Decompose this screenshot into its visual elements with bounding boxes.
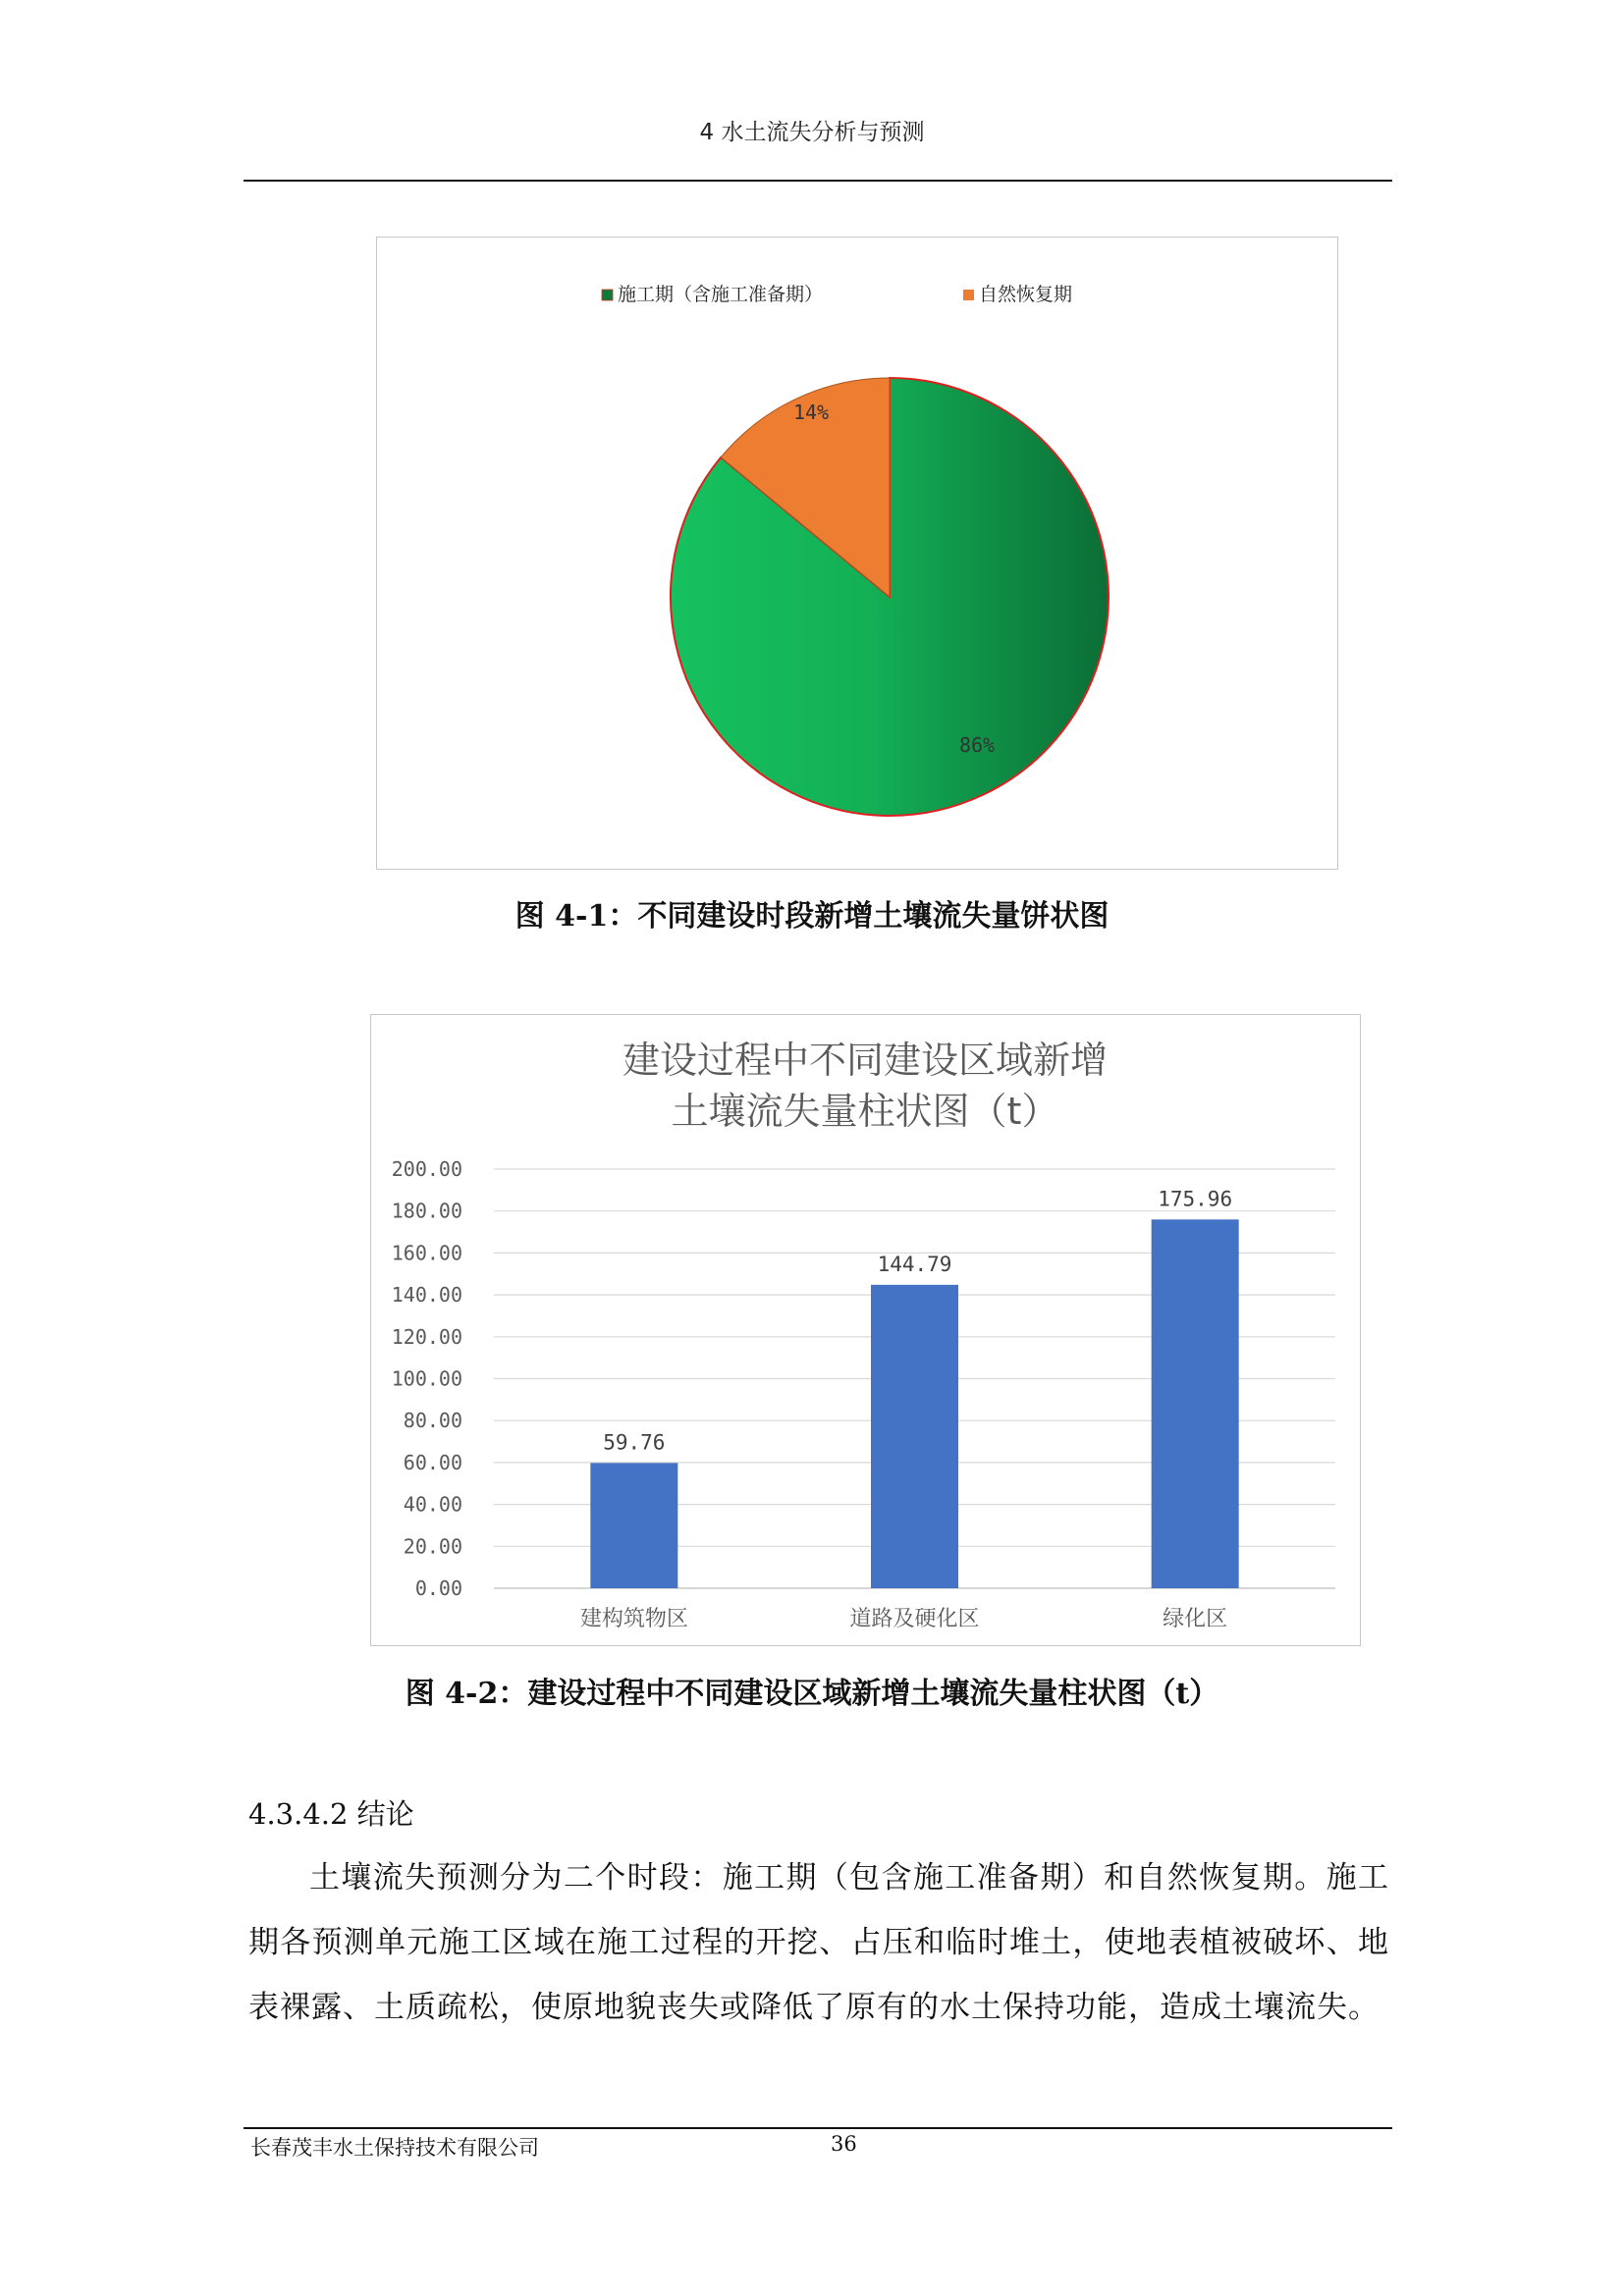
bar-data-label: 59.76 <box>603 1430 666 1455</box>
y-tick-label: 140.00 <box>391 1283 462 1308</box>
pie-label-recovery: 14% <box>792 400 830 424</box>
pie-label-construction: 86% <box>958 733 996 757</box>
legend-swatch-construction <box>602 290 613 300</box>
pie-chart-frame <box>376 237 1338 870</box>
legend-label-construction: 施工期（含施工准备期） <box>618 284 824 305</box>
page-number: 36 <box>831 2132 857 2156</box>
y-tick-label: 60.00 <box>403 1450 462 1474</box>
figure-4-2-caption: 图 4-2：建设过程中不同建设区域新增土壤流失量柱状图（t） <box>405 1677 1219 1711</box>
bar-data-label: 175.96 <box>1158 1187 1233 1211</box>
bar-chart <box>371 1015 1359 1644</box>
y-tick-label: 180.00 <box>391 1199 462 1223</box>
y-tick-label: 80.00 <box>403 1409 462 1433</box>
page-header-title: 4 水土流失分析与预测 <box>699 120 925 145</box>
pie-chart <box>377 238 1336 868</box>
y-tick-label: 200.00 <box>391 1157 462 1181</box>
bar-chart-title-line-2: 土壤流失量柱状图（t） <box>671 1090 1059 1133</box>
conclusion-paragraph: 土壤流失预测分为二个时段：施工期（包含施工准备期）和自然恢复期。施工期各预测单元施工区域在施工过程的开挖、占压和临时堆土，使地表植被破坏、地表裸露、土质疏松，使原地貌丧失或降低了原有的水土保持功能，造成土壤流失。 <box>248 1860 1389 2025</box>
y-tick-label: 40.00 <box>403 1492 462 1517</box>
y-tick-label: 120.00 <box>391 1324 462 1349</box>
y-tick-label: 100.00 <box>391 1366 462 1391</box>
y-tick-label: 160.00 <box>391 1241 462 1265</box>
x-category-label: 建构筑物区 <box>579 1607 688 1631</box>
header-divider <box>244 180 1392 182</box>
legend-swatch-recovery <box>963 290 974 300</box>
bar-chart-title-line-1: 建设过程中不同建设区域新增 <box>622 1039 1109 1082</box>
bar <box>871 1285 958 1588</box>
footer-company: 长春茂丰水土保持技术有限公司 <box>250 2136 539 2160</box>
footer-divider <box>244 2127 1392 2129</box>
bar-chart-frame <box>370 1014 1361 1646</box>
section-heading: 4.3.4.2 结论 <box>248 1797 414 1831</box>
legend-label-recovery: 自然恢复期 <box>979 284 1073 305</box>
bar <box>1152 1219 1239 1588</box>
bar <box>590 1463 677 1588</box>
y-tick-label: 20.00 <box>403 1534 462 1559</box>
y-tick-label: 0.00 <box>414 1576 462 1600</box>
x-category-label: 道路及硬化区 <box>849 1607 980 1631</box>
figure-4-1-caption: 图 4-1：不同建设时段新增土壤流失量饼状图 <box>514 899 1110 934</box>
x-category-label: 绿化区 <box>1163 1607 1228 1631</box>
bar-data-label: 144.79 <box>877 1252 952 1276</box>
